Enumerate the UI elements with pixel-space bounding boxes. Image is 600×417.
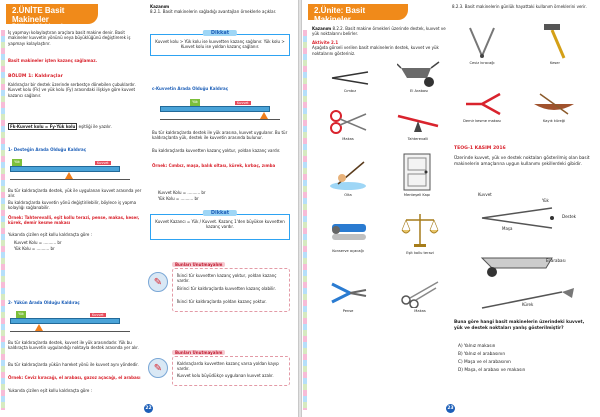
- type2-question: Yukarıda çizilen eşit kollu kaldıraçta göre :: [8, 388, 92, 393]
- load-block: Yük: [190, 99, 200, 106]
- teog-label-masa: Maşa: [502, 226, 513, 231]
- tool-balance: [400, 210, 440, 255]
- fishing-rod-icon: [328, 158, 368, 192]
- tool-caption: Keser: [550, 61, 560, 65]
- tool-rowing-boat: [532, 90, 576, 123]
- ground-line: [160, 119, 280, 120]
- kazanim-title: Kazanım: [150, 4, 170, 9]
- teog-prompt: Buna göre hangi basit makinelerin üzerindeki kuvvet, yük ve destek noktaları yanlış gösterilmiştir?: [454, 320, 585, 331]
- page-number: 22: [145, 406, 152, 411]
- tool-seesaw: [396, 108, 440, 141]
- tool-caption: Olta: [344, 193, 352, 197]
- teog-diagrams: [462, 188, 592, 312]
- bolt-cutter-icon: [462, 90, 502, 118]
- teog-question: Üzerinde kuvvet, yük ve destek noktaları gösterilmiş olan basit makinelerin amaçlarına uygun kullanımı şekillerdeki gibidir.: [454, 156, 590, 167]
- type3-examples: [152, 163, 292, 168]
- option-b[interactable]: B) Yalnız el arabasının: [458, 352, 506, 357]
- bilgi-item: Kaldıraçlarda kuvvetten kazanç varsa yoldan kayıp vardır.: [177, 361, 279, 372]
- section-heading: BÖLÜM 1: Kaldıraçlar: [8, 74, 63, 79]
- intro-text: İş yapmayı kolaylaştıran araçlara basit makine denir. Basit makineler kuvvetin yönünü veya büyüklüğünü değiştirerek iş yapmayı kolaylaştırır.: [8, 30, 131, 46]
- type3-description-2: Bu kaldıraçlarda kuvvetten kazanç yoktur, yoldan kazanç vardır.: [152, 148, 281, 153]
- dikkat-box-1: [150, 30, 290, 56]
- unit-title: 2.ÜNİTE Basit Makineler: [12, 6, 65, 24]
- kazanim-box: [312, 26, 452, 36]
- tool-caption: Demir kesme makası: [463, 119, 501, 123]
- page-number: 23: [447, 406, 454, 411]
- dikkat-label: Dikkat: [203, 210, 237, 216]
- type2-examples: [8, 375, 143, 380]
- answer-force-arm-3: Kuvvet Kolu = .......... br: [158, 190, 206, 195]
- decorative-strip: [1, 30, 5, 410]
- kazanim-text-2: 8.2.3. Basit makinelerin günlük hayattaki kullanım örneklerini verir.: [452, 4, 587, 9]
- activity-text: Aşağıda görseli verilen basit makinelerin destek, kuvvet ve yük noktalarını gösteriniz.: [312, 45, 439, 56]
- intro-paragraph: [8, 30, 143, 46]
- el-arabasi-diagram: [482, 258, 552, 277]
- lever-type1-title: 1- Desteğin Arada Olduğu Kaldıraç: [8, 147, 87, 152]
- unit-banner: [308, 4, 408, 24]
- type2-examples-text: Örnek: Ceviz kıracağı, el arabası, gazoz açacağı, el arabası: [8, 375, 141, 380]
- hammer-icon: [540, 20, 570, 60]
- formula-line: [8, 124, 143, 129]
- masa-diagram: [482, 208, 554, 228]
- type1-examples: [8, 215, 143, 226]
- fulcrum-triangle: [35, 324, 43, 331]
- shears-icon: [400, 278, 440, 308]
- lever-diagram-type3: [160, 100, 290, 122]
- tool-fishing-rod: [328, 158, 368, 197]
- scissors-icon: [328, 108, 368, 136]
- tool-caption: Ceviz kıracağı: [469, 61, 495, 65]
- option-c[interactable]: C) Maşa ve el arabasının: [458, 360, 511, 365]
- tool-shears: [400, 278, 440, 313]
- tool-tweezers: [330, 68, 370, 93]
- type2-description: Bu tür kaldıraçlarda destek, kuvvet ile yük arasındadır. Yük bu kaldıraçta kuvvetin uygulandığı noktayla destek arasında yer alır.: [8, 340, 139, 351]
- bilgi-label-1: Bunları Unutmayalım: [172, 262, 225, 267]
- fulcrum-triangle: [65, 172, 73, 179]
- kazanim-title: Kazanım: [312, 26, 332, 31]
- can-opener-icon: [328, 218, 368, 248]
- tool-caption: Konserve açacağı: [332, 249, 364, 253]
- pliers-icon: [328, 278, 368, 308]
- teog-label-kurek: Kürek: [522, 302, 534, 307]
- teog-label-el-arabasi: El arabası: [546, 258, 566, 263]
- tool-hammer: [540, 20, 570, 65]
- teog-label-kuvvet: Kuvvet: [478, 192, 492, 197]
- lever-type2-title: 2- Yükün Arada Olduğu Kaldıraç: [8, 300, 80, 305]
- left-page: [0, 0, 298, 417]
- formula-note: eşitliği ile yazılır.: [78, 124, 112, 129]
- kazanim-text: 8.2.2. Basit makine örnekleri üzerinde destek, kuvvet ve yük noktalarını belirler.: [312, 26, 446, 36]
- tool-nutcracker: [462, 24, 502, 65]
- tool-scissors: [328, 108, 368, 141]
- lever-bar: [10, 318, 120, 324]
- tool-door: [400, 152, 434, 197]
- lever-diagram-type2: [10, 312, 140, 334]
- balance-scale-icon: [400, 210, 440, 250]
- option-a[interactable]: A) Yalnız makasın: [458, 344, 496, 349]
- lever-type3-title: c-Kuvvetin Arada Olduğu Kaldıraç: [152, 86, 229, 91]
- right-page: [302, 0, 600, 417]
- ground-line: [10, 331, 130, 332]
- top-kazanim: [452, 4, 594, 9]
- tool-caption: Makas: [414, 309, 426, 313]
- bilgi-box-1: [172, 268, 290, 312]
- force-label: Kuvvet: [237, 101, 249, 105]
- lever-diagram-type1: [10, 160, 140, 182]
- tool-caption: Pense: [342, 309, 354, 313]
- type3-description: Bu tür kaldıraçlarda destek ile yük arasına, kuvvet uygulanır. Bu tür kaldıraçlarda yük, destek ile kuvvetin arasında bulunur.: [152, 130, 288, 141]
- tool-caption: Kayık küreği: [543, 119, 565, 123]
- type1-description-2: Bu kaldıraçlarda kuvvetin yönü değiştirilebilir, böylece iş yapma kolaylığı sağlanabilir.: [8, 200, 137, 211]
- bilgi-label-2: Bunları Unutmayalım: [172, 350, 225, 355]
- answer-force-arm: Kuvvet Kolu = .......... br: [14, 240, 62, 245]
- activity-title: Aktivite 2.1: [312, 40, 339, 45]
- unit-banner: [6, 4, 98, 30]
- tweezers-icon: [330, 68, 370, 88]
- dikkat-text: Kuvvet Kazancı = Yük / Kuvvet. Kazanç 1'den büyükse kuvvetten kazanç vardır.: [155, 219, 285, 229]
- ground-line: [10, 179, 130, 180]
- kazanim-text: 8.2.1. Basit makinelerin sağladığı avantajları örneklerle açıklar.: [150, 9, 277, 14]
- dikkat-box-2: [150, 210, 290, 240]
- type1-description: Bu tür kaldıraçlarda destek, yük ile uygulanan kuvvet arasında yer alır.: [8, 188, 142, 199]
- tool-caption: Makas: [342, 137, 354, 141]
- teog-title: TEOG-1 KASIM 2016: [454, 146, 506, 151]
- load-block: Yük: [16, 311, 26, 318]
- bilgi-item: Kuvvet kolu büyüdükçe uygulanan kuvvet azalır.: [177, 373, 274, 378]
- load-block: Yük: [12, 159, 22, 166]
- seesaw-icon: [396, 108, 440, 136]
- bilgi-item: Birinci tür kaldıraçlarda kuvvetten kazanç olabilir.: [177, 286, 276, 291]
- option-d[interactable]: D) Maşa, el arabası ve makasın: [458, 368, 526, 373]
- type1-examples-text: Örnek: Tahterevalli, eşit kollu terazi, pense, makas, keser, kürek, demir kesme makası: [8, 215, 140, 226]
- type3-examples-text: Örnek: Cımbız, maşa, balık oltası, kürek, kırbaç, zımba: [152, 163, 276, 168]
- answer-load-arm-3: Yük Kolu = .......... br: [158, 196, 199, 201]
- tool-caption: Menteşeli Kapı: [403, 193, 431, 197]
- lever-bar: [160, 106, 270, 112]
- tool-can-opener: [328, 218, 368, 253]
- decorative-strip: [303, 30, 307, 410]
- teog-label-yuk: Yük: [542, 198, 549, 203]
- intro-highlight: Basit makineler işten kazanç sağlamaz.: [8, 58, 98, 63]
- force-label: Kuvvet: [92, 313, 104, 317]
- tool-caption: El Arabası: [410, 89, 428, 93]
- bilgi-item: İkinci tür kuvvetten kazanç yoktur, yoldan kazanç vardır.: [177, 273, 277, 284]
- kaldirac-definition: Kaldıraçlar bir destek üzerinde serbestçe dönebilen çubuklardır. Kuvvet kolu (Fk) ve yük kolu (Fy) arasındaki ilişkiye göre kuvvet kazancı sağlanır.: [8, 82, 136, 98]
- dikkat-text: Kuvvet kolu > Yük kolu ise kuvvetten kazanç sağlanır. Yük kolu > Kuvvet kolu ise yoldan kazanç sağlanır.: [155, 39, 285, 49]
- rowing-boat-icon: [532, 90, 576, 118]
- type2-description-2: Bu tür kaldıraçlarda yükün hareket yönü ile kuvvet aynı yöndedir.: [8, 362, 139, 367]
- nutcracker-icon: [462, 24, 502, 60]
- tool-wheelbarrow: [397, 60, 441, 93]
- pin-icon: ✎: [148, 358, 168, 378]
- door-icon: [400, 152, 434, 192]
- section-subtitle: Bölüm 1 Kaldıraçlar: [12, 24, 69, 30]
- tool-bolt-cutter: [462, 90, 502, 123]
- fulcrum-triangle: [260, 112, 268, 119]
- tool-caption: Tahterevalli: [407, 137, 429, 141]
- teog-label-destek: Destek: [562, 214, 576, 219]
- bilgi-item: İkinci tür kaldıraçlarda yoldan kazanç yoktur.: [177, 299, 267, 304]
- unit-title: 2.Ünite: Basit Makineler: [314, 6, 366, 24]
- formula-box: Fk·Kuvvet kolu = Fy·Yük kolu: [10, 124, 76, 129]
- tool-caption: Cımbız: [343, 89, 357, 93]
- answer-load-arm: Yük Kolu = .......... br: [14, 246, 55, 251]
- kazanim-box: [150, 4, 290, 14]
- wheelbarrow-icon: [397, 60, 441, 88]
- type1-question: Yukarıda çizilen eşit kollu kaldıraçta göre :: [8, 232, 92, 237]
- pin-icon: ✎: [148, 272, 168, 292]
- force-label: Kuvvet: [97, 161, 109, 165]
- dikkat-label: Dikkat: [203, 30, 237, 36]
- activity-block: [312, 40, 452, 56]
- tool-pliers: [328, 278, 368, 313]
- bilgi-box-2: [172, 356, 290, 386]
- tool-caption: Eşit kollu terazi: [406, 251, 434, 255]
